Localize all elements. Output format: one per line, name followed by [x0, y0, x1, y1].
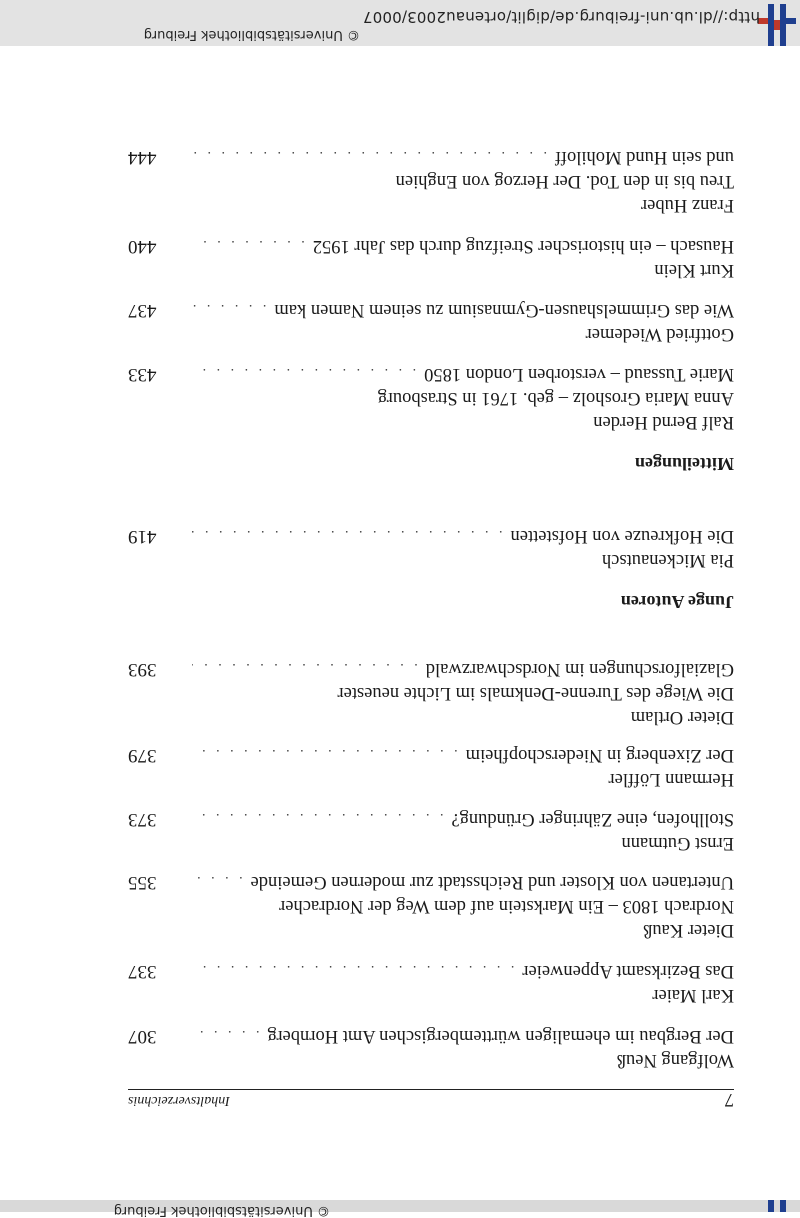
dot-leader	[192, 868, 243, 892]
running-title: Inhaltsverzeichnis	[128, 1093, 230, 1108]
toc-entry	[128, 868, 734, 894]
page-number: 7	[724, 1089, 734, 1110]
entry-author: Hermann Löffler	[608, 769, 734, 789]
toc-entry	[128, 522, 734, 548]
dot-leader	[192, 360, 416, 384]
toc-entry	[128, 1022, 734, 1048]
entry-page: 437	[128, 300, 157, 321]
entry-author: Pia Mickenautsch	[601, 550, 734, 570]
entry-title: Stollhofen, eine Zähringer Gründung?	[451, 809, 734, 829]
dot-leader	[192, 522, 503, 546]
entry-title: Die Hofkreuze von Hofstetten	[510, 526, 734, 546]
entry-author: Franz Huber	[641, 195, 734, 215]
toc-entry	[128, 957, 734, 983]
entry-page: 379	[128, 745, 157, 766]
section-heading-junge-autoren: Junge Autoren	[620, 592, 734, 612]
entry-title: Anna Maria Grosholz – geb. 1761 in Strasbourg	[377, 388, 734, 408]
entry-page: 419	[128, 526, 157, 547]
entry-title: und sein Hund Mohiloff	[554, 147, 734, 167]
entry-title: Nordrach 1803 – Ein Markstein auf dem Weg der Nordracher	[279, 896, 734, 916]
entry-page: 433	[128, 364, 157, 385]
entry-title: Glazialforschungen im Nordschwarzwald	[425, 659, 734, 679]
entry-title: Treu bis in den Tod. Der Herzog von Enghien	[395, 171, 734, 191]
entry-author: Wolfgang Neuß	[616, 1050, 734, 1070]
toc-entry	[128, 805, 734, 831]
dot-leader	[192, 741, 458, 765]
entry-page: 307	[128, 1026, 157, 1047]
entry-title: Der Bergbau im ehemaligen württembergischen Amt Hornberg	[267, 1026, 734, 1046]
entry-author: Ralf Bernd Herden	[593, 412, 734, 432]
entry-author: Dieter Kauß	[643, 920, 734, 940]
toc-entry	[128, 143, 734, 169]
entry-page: 373	[128, 809, 157, 830]
permalink-url[interactable]: http://dl.ub.uni-freiburg.de/diglit/ortenau2003/0007	[362, 8, 760, 26]
library-logo-icon	[750, 1200, 800, 1212]
dot-leader	[192, 655, 418, 679]
running-header	[128, 1089, 734, 1108]
entry-page: 440	[128, 236, 157, 257]
header-copyright: © Universitätsbibliothek Freiburg	[113, 1203, 330, 1218]
entry-title: Wie das Grimmelshausen-Gymnasium zu seinem Namen kam	[274, 300, 734, 320]
entry-title: Untertanen von Kloster und Reichsstadt zur modernen Gemeinde	[250, 872, 734, 892]
entry-author: Kurt Klein	[654, 260, 734, 280]
entry-author: Karl Maier	[652, 985, 734, 1005]
dot-leader	[192, 1022, 260, 1046]
header-bar	[0, 1200, 800, 1218]
entry-author: Dieter Ortlam	[630, 707, 734, 727]
toc-entry	[128, 741, 734, 767]
entry-title: Marie Tussaud – verstorben London 1850	[424, 364, 734, 384]
entry-title: Der Zixenberg in Niederschopfheim	[465, 745, 734, 765]
dot-leader	[192, 143, 547, 167]
dot-leader	[192, 296, 266, 320]
entry-page: 444	[128, 147, 157, 168]
entry-title: Hausach – ein historischer Streifzug durch das Jahr 1952	[312, 236, 734, 256]
entry-page: 355	[128, 872, 157, 893]
dot-leader	[192, 957, 514, 981]
toc-entry	[128, 360, 734, 386]
entry-title: Das Bezirksamt Appenweier	[522, 961, 734, 981]
footer-copyright: © Universitätsbibliothek Freiburg	[143, 27, 360, 42]
toc-entry	[128, 232, 734, 258]
entry-author: Gottfried Wiedemer	[585, 324, 734, 344]
entry-page: 393	[128, 659, 157, 680]
toc-entry	[128, 296, 734, 322]
toc-entry	[128, 655, 734, 681]
entry-author: Ernst Gutmann	[621, 833, 734, 853]
entry-title: Die Wiege des Turenne-Denkmals im Lichte neuester	[337, 683, 734, 703]
section-heading-mitteilungen: Mitteilungen	[635, 454, 734, 474]
dot-leader	[192, 805, 443, 829]
entry-page: 337	[128, 961, 157, 982]
dot-leader	[192, 232, 305, 256]
